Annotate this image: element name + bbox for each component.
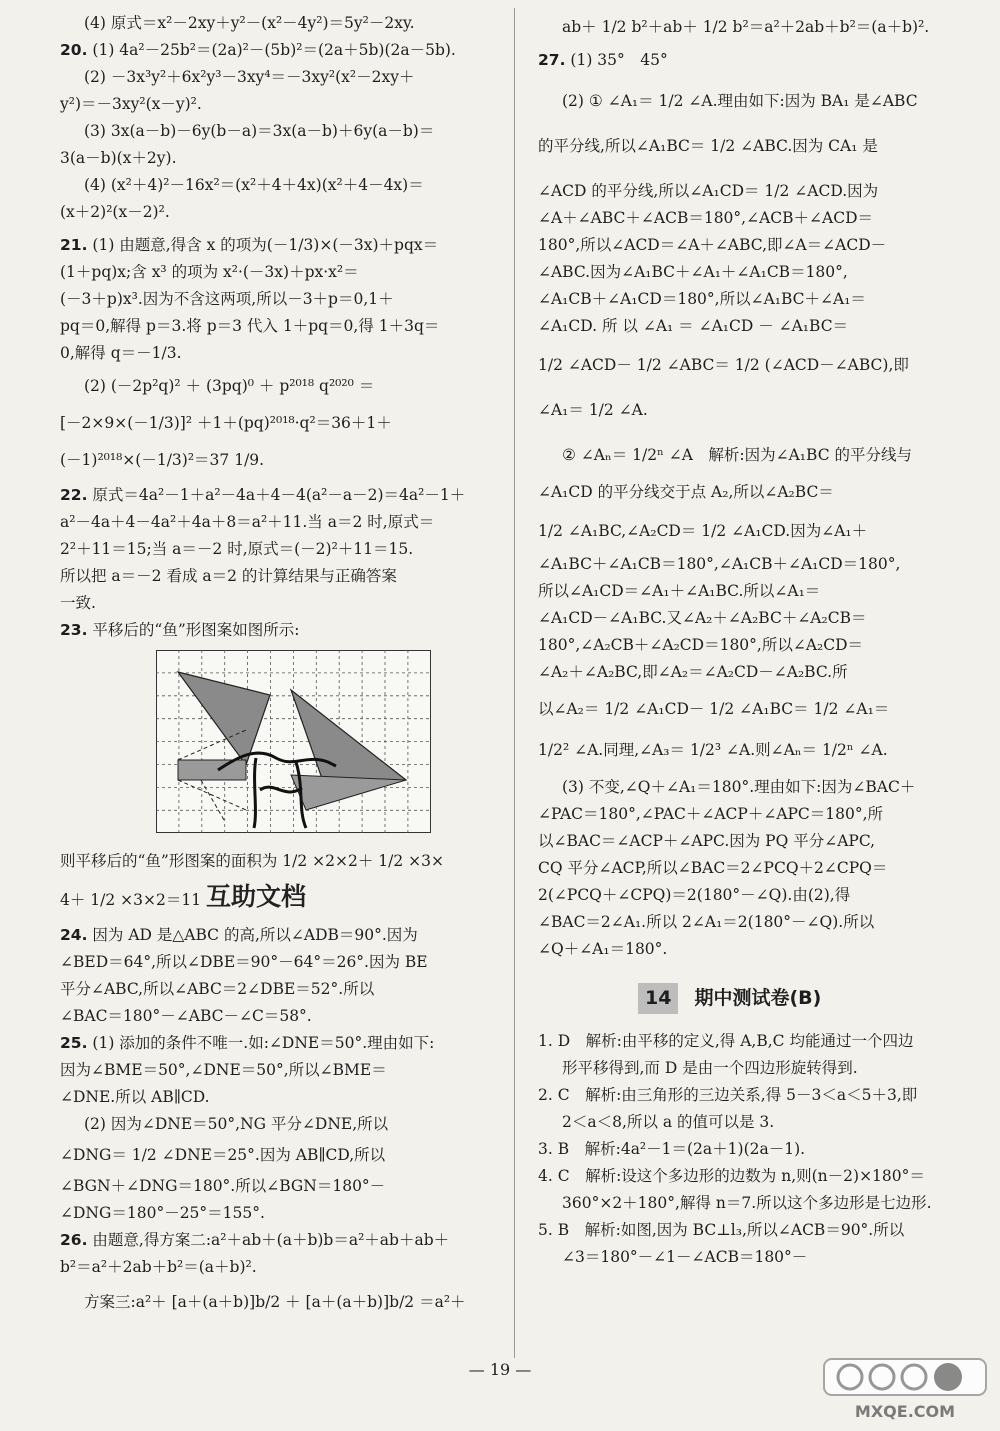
section-heading	[638, 983, 960, 1014]
logo-text: MXQE.COM	[854, 1402, 956, 1421]
answer-line: 1/2 ∠A₁BC,∠A₂CD＝ 1/2 ∠A₁CD.因为∠A₁＋	[538, 522, 868, 540]
answer-line: 3(a－b)(x＋2y).	[60, 149, 177, 167]
answer-line: (－1)²⁰¹⁸×(－1/3)²＝37 1/9.	[60, 451, 265, 469]
answer-line: (－3＋p)x³.因为不含这两项,所以－3＋p＝0,1＋	[60, 290, 394, 308]
answer-line: y²)＝－3xy²(x－y)².	[60, 95, 202, 113]
answer-line: a²－4a＋4－4a²＋4a＋8＝a²＋11.当 a＝2 时,原式＝	[60, 513, 435, 531]
answer-line: (1) 由题意,得含 x 的项为(－1/3)×(－3x)＋pqx＝	[92, 236, 439, 254]
answer-line: ∠A₂＋∠A₂BC,即∠A₂＝∠A₂CD－∠A₂BC.所	[538, 663, 848, 681]
answer-line: 一致.	[60, 594, 96, 612]
answer-line: ∠A₁CD 的平分线交于点 A₂,所以∠A₂BC＝	[538, 483, 834, 501]
answer-line: ∠DNG＝ 1/2 ∠DNE＝25°.因为 AB∥CD,所以	[60, 1146, 386, 1164]
answer-line: ∠A₁CB＋∠A₁CD＝180°,所以∠A₁BC＋∠A₁＝	[538, 290, 866, 308]
fish-grid-figure	[156, 650, 500, 842]
question-number: 20.	[60, 41, 88, 59]
page-number: — 19 —	[468, 1360, 532, 1379]
answer-line: (x＋2)²(x－2)².	[60, 203, 170, 221]
answer-line: 原式＝4a²－1＋a²－4a＋4－4(a²－a－2)＝4a²－1＋	[92, 486, 466, 504]
answer-line: (2) (－2p²q)² ＋ (3pq)⁰ ＋ p²⁰¹⁸ q²⁰²⁰ ＝	[84, 377, 375, 395]
answer-line: 1/2 ∠ACD－ 1/2 ∠ABC＝ 1/2 (∠ACD－∠ABC),即	[538, 356, 909, 374]
answer-line: (2) 因为∠DNE＝50°,NG 平分∠DNE,所以	[84, 1115, 389, 1133]
answer-line: 2＜a＜8,所以 a 的值可以是 3.	[562, 1113, 775, 1131]
answer-line: ∠DNE.所以 AB∥CD.	[60, 1088, 210, 1106]
answer-line: 以∠A₂＝ 1/2 ∠A₁CD－ 1/2 ∠A₁BC＝ 1/2 ∠A₁＝	[538, 700, 890, 718]
answer-line: pq＝0,解得 p＝3.将 p＝3 代入 1＋pq＝0,得 1＋3q＝	[60, 317, 440, 335]
answer-line: 因为∠BME＝50°,∠DNE＝50°,所以∠BME＝	[60, 1061, 387, 1079]
answer-line: 由题意,得方案二:a²＋ab＋(a＋b)b＝a²＋ab＋ab＋	[92, 1231, 450, 1249]
answer-line: 4. C 解析:设这个多边形的边数为 n,则(n－2)×180°＝	[538, 1167, 925, 1185]
stamp-text: 互助文档	[206, 882, 307, 911]
right-column	[538, 10, 960, 1271]
answer-line: 2²＋11＝15;当 a＝－2 时,原式＝(－2)²＋11＝15.	[60, 540, 414, 558]
answer-line: 1/2² ∠A.同理,∠A₃＝ 1/2³ ∠A.则∠Aₙ＝ 1/2ⁿ ∠A.	[538, 741, 888, 759]
answer-line: 2(∠PCQ＋∠CPQ)＝2(180°－∠Q).由(2),得	[538, 886, 851, 904]
answer-line: (1) 35° 45°	[570, 51, 668, 69]
answer-line: 则平移后的“鱼”形图案的面积为 1/2 ×2×2＋ 1/2 ×3×	[60, 852, 444, 870]
answer-line: (3) 3x(a－b)－6y(b－a)＝3x(a－b)＋6y(a－b)＝	[84, 122, 435, 140]
answer-line: (2) ① ∠A₁＝ 1/2 ∠A.理由如下:因为 BA₁ 是∠ABC	[562, 92, 918, 110]
section-number: 14	[638, 983, 678, 1014]
answer-line: ∠Q＋∠A₁＝180°.	[538, 940, 668, 958]
left-column	[60, 10, 500, 1316]
answer-line: ∠DNG＝180°－25°＝155°.	[60, 1204, 265, 1222]
answer-line: 180°,所以∠ACD＝∠A＋∠ABC,即∠A＝∠ACD－	[538, 236, 887, 254]
answer-line: 的平分线,所以∠A₁BC＝ 1/2 ∠ABC.因为 CA₁ 是	[538, 137, 878, 155]
answer-line: (1＋pq)x;含 x³ 的项为 x²·(－3x)＋px·x²＝	[60, 263, 359, 281]
answer-line: (3) 不变,∠Q＋∠A₁＝180°.理由如下:因为∠BAC＋	[562, 778, 916, 796]
answer-line: ∠3＝180°－∠1－∠ACB＝180°－	[562, 1248, 808, 1266]
answer-line: 平移后的“鱼”形图案如图所示:	[92, 621, 300, 639]
question-number: 22.	[60, 486, 88, 504]
answer-line: [－2×9×(－1/3)]² ＋1＋(pq)²⁰¹⁸·q²＝36＋1＋	[60, 414, 392, 432]
question-number: 25.	[60, 1034, 88, 1052]
answer-line: 3. B 解析:4a²－1＝(2a＋1)(2a－1).	[538, 1140, 806, 1158]
answer-line: 360°×2＋180°,解得 n＝7.所以这个多边形是七边形.	[562, 1194, 932, 1212]
section-title: 期中测试卷(B)	[694, 987, 822, 1009]
answer-line: ∠BED＝64°,所以∠DBE＝90°－64°＝26°.因为 BE	[60, 953, 428, 971]
answer-line: 所以把 a＝－2 看成 a＝2 的计算结果与正确答案	[60, 567, 397, 585]
answer-line: ∠PAC＝180°,∠PAC＋∠ACP＋∠APC＝180°,所	[538, 805, 884, 823]
answer-line: 以∠BAC＝∠ACP＋∠APC.因为 PQ 平分∠APC,	[538, 832, 876, 850]
question-number: 27.	[538, 51, 566, 69]
question-number: 24.	[60, 926, 88, 944]
answer-line: ∠A₁CD. 所 以 ∠A₁ ＝ ∠A₁CD － ∠A₁BC＝	[538, 317, 849, 335]
answer-line: ∠A₁CD－∠A₁BC.又∠A₂＋∠A₂BC＋∠A₂CB＝	[538, 609, 867, 627]
answer-line: ∠ACD 的平分线,所以∠A₁CD＝ 1/2 ∠ACD.因为	[538, 182, 879, 200]
answer-line: 1. D 解析:由平移的定义,得 A,B,C 均能通过一个四边	[538, 1032, 914, 1050]
answer-line: ∠BGN＋∠DNG＝180°.所以∠BGN＝180°－	[60, 1177, 386, 1195]
answer-line: b²＝a²＋2ab＋b²＝(a＋b)².	[60, 1258, 257, 1276]
answer-line: ② ∠Aₙ＝ 1/2ⁿ ∠A 解析:因为∠A₁BC 的平分线与	[562, 446, 912, 464]
answer-line: 0,解得 q＝－1/3.	[60, 344, 182, 362]
answer-line: 平分∠ABC,所以∠ABC＝2∠DBE＝52°.所以	[60, 980, 375, 998]
answer-line: CQ 平分∠ACP,所以∠BAC＝2∠PCQ＋2∠CPQ＝	[538, 859, 888, 877]
answer-line: (1) 4a²－25b²＝(2a)²－(5b)²＝(2a＋5b)(2a－5b).	[92, 41, 456, 59]
answer-line: 180°,∠A₂CB＋∠A₂CD＝180°,所以∠A₂CD＝	[538, 636, 864, 654]
site-logo	[820, 1355, 990, 1425]
answer-line: 所以∠A₁CD＝∠A₁＋∠A₁BC.所以∠A₁＝	[538, 582, 821, 600]
question-number: 26.	[60, 1231, 88, 1249]
answer-line: ∠ABC.因为∠A₁BC＋∠A₁＋∠A₁CB＝180°,	[538, 263, 848, 281]
question-number: 23.	[60, 621, 88, 639]
answer-line: (1) 添加的条件不唯一.如:∠DNE＝50°.理由如下:	[92, 1034, 435, 1052]
answer-line: 4＋ 1/2 ×3×2＝11	[60, 891, 202, 909]
answer-line: ∠A₁＝ 1/2 ∠A.	[538, 401, 648, 419]
answer-line: (4) 原式＝x²－2xy＋y²－(x²－4y²)＝5y²－2xy.	[84, 14, 415, 32]
answer-line: (2) －3x³y²＋6x²y³－3xy⁴＝－3xy²(x²－2xy＋	[84, 68, 415, 86]
answer-line: 方案三:a²＋ [a＋(a＋b)]b/2 ＋ [a＋(a＋b)]b/2 ＝a²＋	[84, 1293, 466, 1311]
answer-line: ∠BAC＝180°－∠ABC－∠C＝58°.	[60, 1007, 312, 1025]
column-divider	[514, 8, 515, 1358]
answer-line: 形平移得到,而 D 是由一个四边形旋转得到.	[562, 1059, 858, 1077]
question-number: 21.	[60, 236, 88, 254]
answer-line: ∠BAC＝2∠A₁.所以 2∠A₁＝2(180°－∠Q).所以	[538, 913, 875, 931]
answer-line: ∠A＋∠ABC＋∠ACB＝180°,∠ACB＋∠ACD＝	[538, 209, 873, 227]
answer-line: ∠A₁BC＋∠A₁CB＝180°,∠A₁CB＋∠A₁CD＝180°,	[538, 555, 901, 573]
answer-line: 5. B 解析:如图,因为 BC⊥l₃,所以∠ACB＝90°.所以	[538, 1221, 905, 1239]
answer-line: ab＋ 1/2 b²＋ab＋ 1/2 b²＝a²＋2ab＋b²＝(a＋b)².	[562, 18, 930, 36]
answer-line: 因为 AD 是△ABC 的高,所以∠ADB＝90°.因为	[92, 926, 418, 944]
answer-line: 2. C 解析:由三角形的三边关系,得 5－3＜a＜5＋3,即	[538, 1086, 918, 1104]
answer-line: (4) (x²＋4)²－16x²＝(x²＋4＋4x)(x²＋4－4x)＝	[84, 176, 424, 194]
